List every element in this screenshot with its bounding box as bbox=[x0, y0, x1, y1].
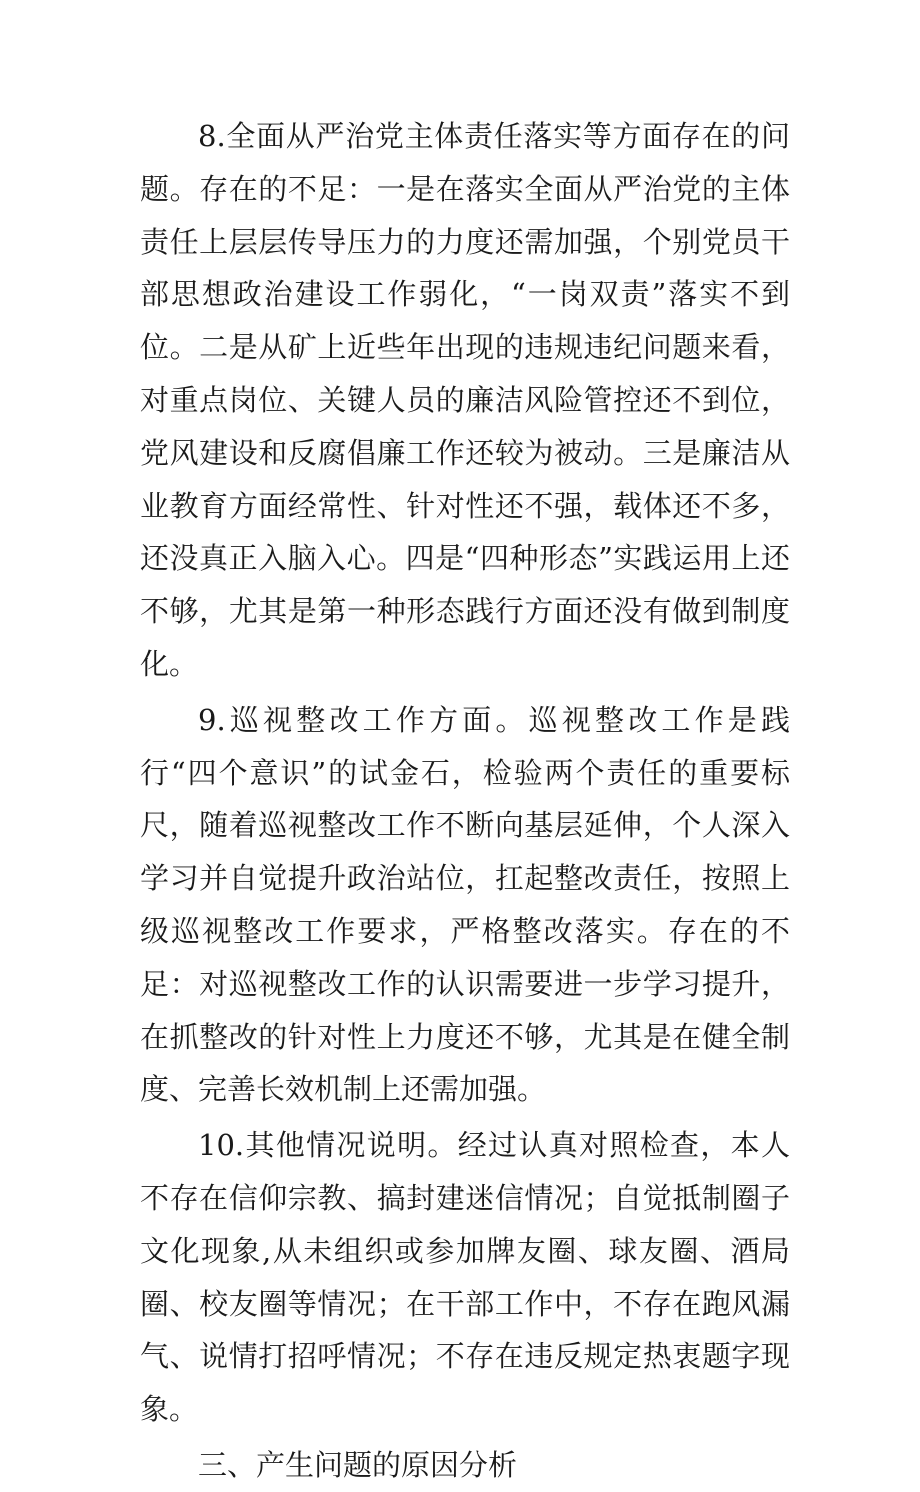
paragraph-item-9: 9.巡视整改工作方面。巡视整改工作是践行“四个意识”的试金石，检验两个责任的重要标尺，随着巡视整改工作不断向基层延伸，个人深入学习并自觉提升政治站位，扛起整改责任，按照上级巡视整改工作要求，严格整改落实。存在的不足：对巡视整改工作的认识需要进一步学习提升，在抓整改的针对性上力度还不够，尤其是在健全制度、完善长效机制上还需加强。 bbox=[140, 702, 790, 1107]
paragraph-item-8: 8.全面从严治党主体责任落实等方面存在的问题。存在的不足：一是在落实全面从严治党的主体责任上层层传导压力的力度还需加强，个别党员干部思想政治建设工作弱化，“一岗双责”落实不到位。二是从矿上近些年出现的违规违纪问题来看，对重点岗位、关键人员的廉洁风险管控还不到位，党风建设和反腐倡廉工作还较为被动。三是廉洁从业教育方面经常性、针对性还不强，载体还不多，还没真正入脑入心。四是“四种形态”实践运用上还不够，尤其是第一种形态践行方面还没有做到制度化。 bbox=[140, 119, 790, 681]
section-heading: 三、产生问题的原因分析 bbox=[198, 1447, 518, 1482]
paragraph-item-10: 10.其他情况说明。经过认真对照检查，本人不存在信仰宗教、搞封建迷信情况；自觉抵制圈子文化现象,从未组织或参加牌友圈、球友圈、酒局圈、校友圈等情况；在干部工作中，不存在跑风漏气、说情打招呼情况；不存在违反规定热衷题字现象。 bbox=[140, 1128, 790, 1427]
document-body bbox=[140, 110, 790, 1492]
